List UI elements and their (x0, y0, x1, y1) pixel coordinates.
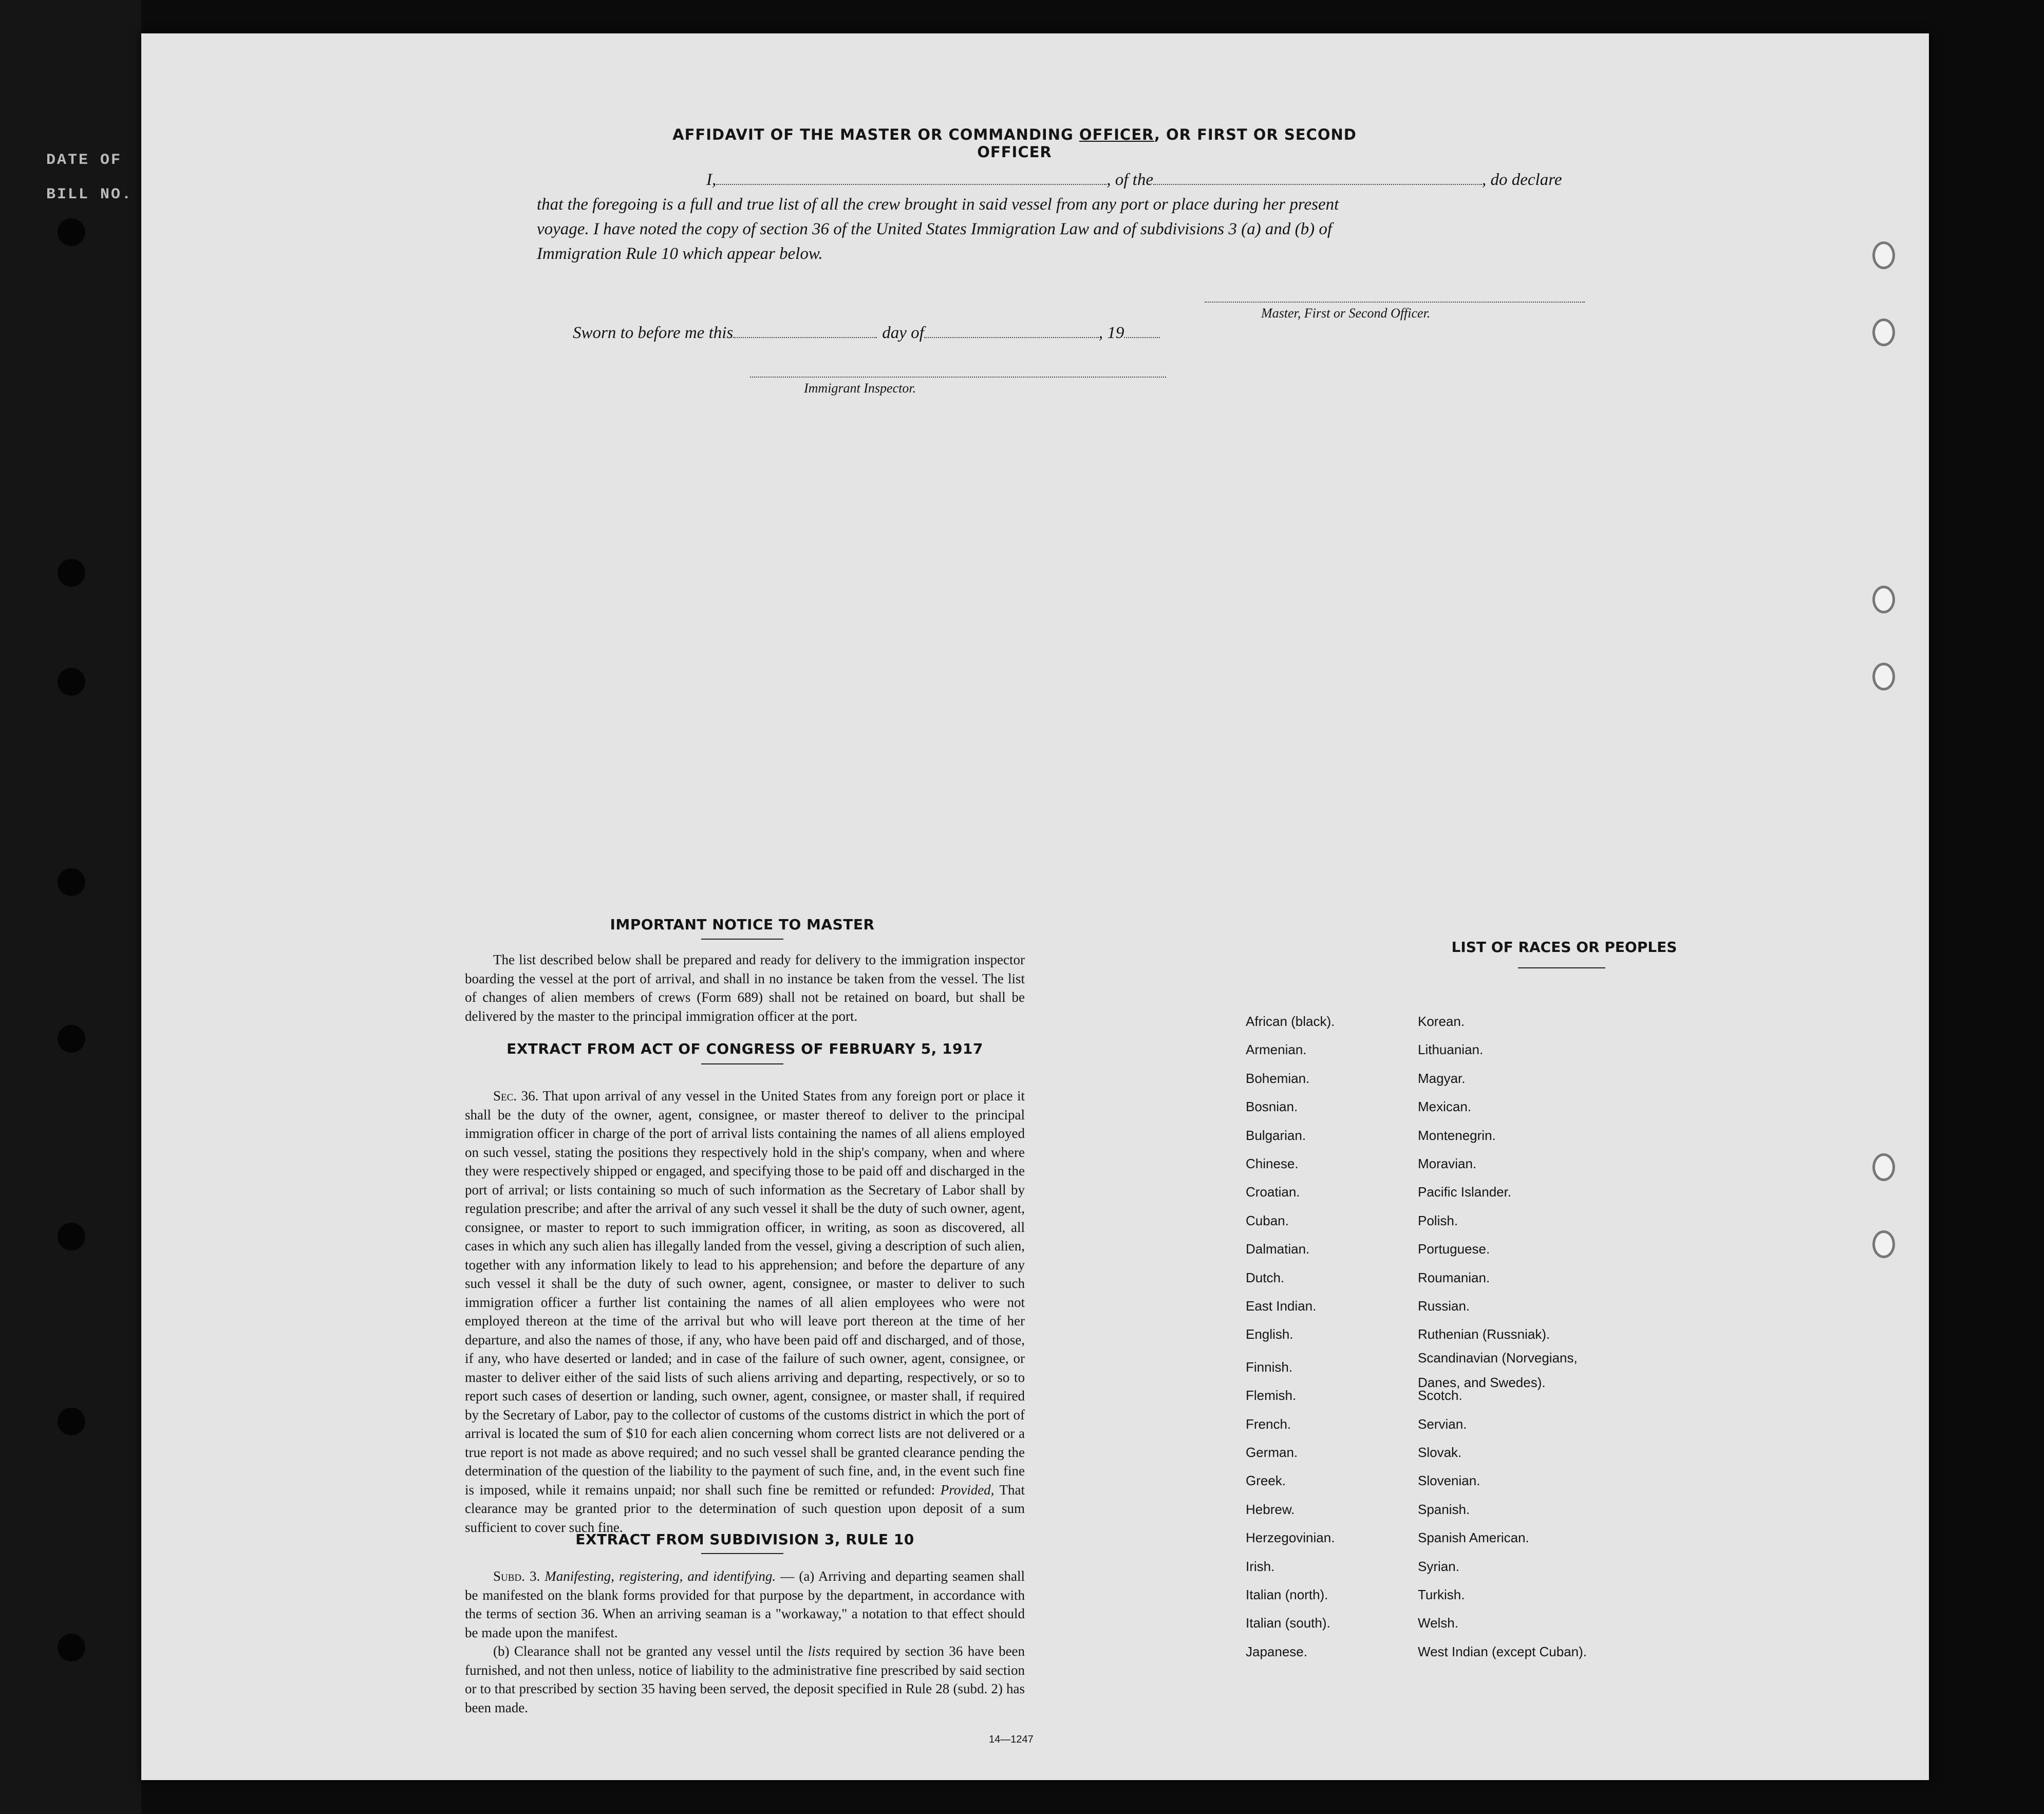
race-item: Scandinavian (Norvegians, (1418, 1350, 1578, 1366)
race-item: East Indian. (1246, 1298, 1317, 1314)
act-title: EXTRACT FROM ACT OF CONGRESS OF FEBRUARY 5, 1917 (507, 1040, 983, 1057)
inspector-signature-label: Immigrant Inspector. (804, 381, 916, 396)
race-item: Mexican. (1418, 1099, 1472, 1114)
rule10-text: Subd. 3. Manifesting, registering, and identifying. — (a) Arriving and departing seamen shall be manifested on the blank forms provided for that purpose by the department, in accordance with the terms of section 36. When an arriving seaman is a "workaway," a notation to that effect should be made upon the manifest. (b) Clearance shall not be granted any vessel until the lists required by section 36 have been furnished, and not then unless, notice of liability to the administrative fine prescribed by said section or to that prescribed by section 35 having been served, the deposit specified in Rule 28 (subd. 2) has been made. (465, 1568, 1025, 1715)
binder-hole (58, 1025, 85, 1053)
notice-rule (701, 939, 783, 940)
race-item: Russian. (1418, 1298, 1470, 1314)
race-item: German. (1246, 1445, 1298, 1460)
binder-hole (58, 668, 85, 696)
edge-label-date: DATE OF (46, 152, 122, 169)
affidavit-line-4: Immigration Rule 10 which appear below. (537, 245, 823, 263)
race-item: Pacific Islander. (1418, 1184, 1512, 1200)
race-item: Flemish. (1246, 1388, 1297, 1403)
binder-hole (58, 868, 85, 896)
affidavit-line-3: voyage. I have noted the copy of section 36 of the United States Immigration Law and of subdivisions 3 (a) and (b) of (537, 220, 1333, 238)
race-item: Croatian. (1246, 1184, 1300, 1200)
race-item: Moravian. (1418, 1156, 1477, 1171)
binder-hole (58, 218, 85, 246)
race-item: Servian. (1418, 1416, 1467, 1432)
punch-hole (1872, 241, 1895, 269)
notice-title: IMPORTANT NOTICE TO MASTER (610, 916, 875, 933)
race-item: Dalmatian. (1246, 1241, 1310, 1257)
race-item: Armenian. (1246, 1042, 1307, 1057)
race-item: Portuguese. (1418, 1241, 1490, 1257)
form-number: 14—1247 (989, 1734, 1034, 1745)
punch-hole (1872, 1153, 1895, 1181)
affidavit-line-1: I, , of the , do declare (706, 171, 1562, 189)
race-item: Chinese. (1246, 1156, 1299, 1171)
master-signature-label: Master, First or Second Officer. (1261, 306, 1431, 321)
rule10-title: EXTRACT FROM SUBDIVISION 3, RULE 10 (575, 1531, 914, 1548)
race-item: Italian (south). (1246, 1615, 1330, 1631)
race-item: Italian (north). (1246, 1587, 1328, 1602)
binder-hole (58, 1223, 85, 1250)
race-item: Spanish. (1418, 1502, 1470, 1517)
race-item: Bulgarian. (1246, 1128, 1306, 1143)
edge-label-bill: BILL NO. (46, 186, 133, 203)
affidavit-line-2: that the foregoing is a full and true list of all the crew brought in said vessel from any port or place during her present (537, 195, 1339, 214)
race-item: Dutch. (1246, 1270, 1285, 1285)
race-item: Magyar. (1418, 1071, 1466, 1086)
manifest-page (141, 33, 1929, 1780)
race-item: Ruthenian (Russniak). (1418, 1326, 1550, 1342)
races-rule (1518, 967, 1605, 968)
race-item: Japanese. (1246, 1644, 1307, 1659)
inspector-signature-line (750, 377, 1166, 378)
race-item: Lithuanian. (1418, 1042, 1484, 1057)
race-item: Turkish. (1418, 1587, 1465, 1602)
affidavit-title: AFFIDAVIT OF THE MASTER OR COMMANDING OFFICER, OR FIRST OR SECOND OFFICER (672, 126, 1357, 161)
race-item: English. (1246, 1326, 1293, 1342)
race-item: Slovak. (1418, 1445, 1462, 1460)
race-item: Finnish. (1246, 1359, 1293, 1375)
race-item: Syrian. (1418, 1559, 1459, 1574)
binder-hole (58, 559, 85, 587)
act-rule (701, 1063, 783, 1064)
binding-edge (0, 0, 141, 1814)
race-item: Irish. (1246, 1559, 1275, 1574)
punch-hole (1872, 663, 1895, 690)
race-item: Montenegrin. (1418, 1128, 1496, 1143)
race-item: African (black). (1246, 1014, 1335, 1029)
sworn-line: Sworn to before me this day of , 19 (573, 321, 1343, 345)
race-item: Hebrew. (1246, 1502, 1295, 1517)
punch-hole (1872, 586, 1895, 613)
act-text: Sec. 36. That upon arrival of any vessel in the United States from any foreign port or place it shall be the duty of the owner, agent, consignee, or master thereof to deliver to the principal immigration officer in charge of the port of arrival lists containing the names of all aliens employed on such vessel, stating the positions they respectively hold in the ship's company, when and where they were respectively shipped or engaged, and specifying those to be paid off and discharged in the port of arrival; or lists containing so much of such information as the Secretary of Labor shall by regulation prescribe; and after the arrival of any such vessel it shall be the duty of such owner, agent, consignee, or master to report to such immigration officer, in writing, as soon as discovered, all cases in which any such alien has illegally landed from the vessel, giving a description of such alien, together with any information likely to lead to his apprehension; and before the departure of any such vessel it shall be the duty of such owner, agent, consignee, or master to deliver to such immigration officer a further list containing the names of all alien employees who were not employed thereon at the time of the arrival but who will leave port thereon at the time of her departure, and also the names of those, if any, who have been paid off and discharged, and of those, if any, who have deserted or landed; and in case of the failure of such owner, agent, consignee, or master to deliver either of the said lists of such aliens arriving and departing, respectively, or so to report such cases of desertion or landing, such owner, agent, consignee, or master shall, if required by the Secretary of Labor, pay to the collector of customs of the customs district in which the port of arrival is located the sum of $10 for each alien concerning whom correct lists are not delivered or a true report is not made as above required; and no such vessel shall be granted clearance pending the determination of the question of the liability to the payment of such fine, and, in the event such fine is imposed, while it remains unpaid; nor shall such fine be remitted or refunded: Provided, That clearance may be granted prior to the determination of such question upon deposit of a sum sufficient to cover such fine. (465, 1088, 1025, 1535)
race-item: Polish. (1418, 1213, 1458, 1228)
race-item: West Indian (except Cuban). (1418, 1644, 1587, 1659)
rule10-rule (701, 1553, 783, 1554)
punch-hole (1872, 319, 1895, 346)
binder-hole (58, 1408, 85, 1435)
race-item: Bohemian. (1246, 1071, 1310, 1086)
race-item: French. (1246, 1416, 1291, 1432)
race-item: Roumanian. (1418, 1270, 1490, 1285)
race-item: Slovenian. (1418, 1473, 1480, 1488)
race-item: Herzegovinian. (1246, 1530, 1335, 1545)
race-item: Korean. (1418, 1014, 1465, 1029)
race-item: Greek. (1246, 1473, 1286, 1488)
binder-hole (58, 1634, 85, 1661)
races-title: LIST OF RACES OR PEOPLES (1451, 939, 1677, 956)
master-signature-line (1205, 302, 1585, 303)
race-item-continuation: Danes, and Swedes). (1418, 1375, 1546, 1390)
race-item: Welsh. (1418, 1615, 1458, 1631)
notice-text: The list described below shall be prepared and ready for delivery to the immigration inspector boarding the vessel at the port of arrival, and shall in no instance be taken from the vessel. The list of changes of alien members of crews (Form 689) shall not be retained on board, but shall be delivered by the master to the principal immigration officer at the port. (465, 952, 1025, 1024)
race-item: Scotch. (1418, 1388, 1462, 1403)
race-item: Bosnian. (1246, 1099, 1298, 1114)
race-item: Spanish American. (1418, 1530, 1529, 1545)
race-item: Cuban. (1246, 1213, 1289, 1228)
punch-hole (1872, 1230, 1895, 1258)
